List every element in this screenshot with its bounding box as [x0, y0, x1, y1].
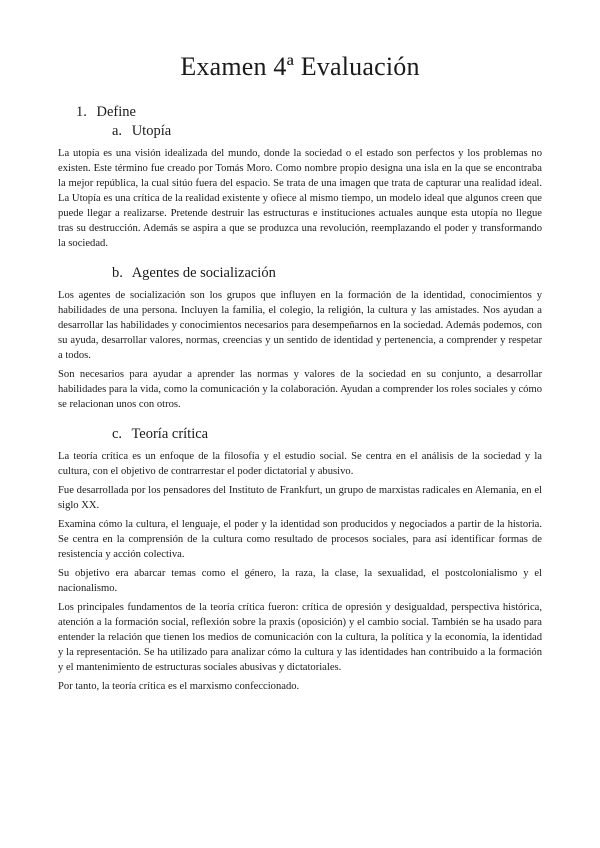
teoria-paragraph-5: Los principales fundamentos de la teoría crítica fueron: crítica de opresión y desigualdad, perspectiva histórica, atención a la formación social, reflexión sobre la praxis (oposición) y el cambio social. También se ha usado para entender la relación que tienen los medios de comunicación con la cultura, la política y la economía, la identidad y la representación. Se ha utilizado para analizar cómo la cultura y las identidades han contribuido a la formación y el mantenimiento de estructuras sociales abusivas y dictatoriales. [58, 602, 542, 673]
subsection-title: Utopía [131, 123, 172, 139]
agentes-paragraph-2: Son necesarios para ayudar a aprender las normas y valores de la sociedad en su conjunto, a desarrollar habilidades para la vida, como la comunicación y la colaboración. Ayudan a comprender los roles sociales y cómo se relacionan unos con otros. [58, 369, 542, 410]
utopia-paragraph-1: La utopía es una visión idealizada del mundo, donde la sociedad o el estado son perfectos y los problemas no existen. Este término fue creado por Tomás Moro. Como nombre propio designa una isla en la que se encontraba la mejor república, la cual sitúo fuera del espacio. Se trata de una imagen que trata de capturar una realidad ideal. La Utopía es una crítica de la realidad existente y ofiece al mismo tiempo, un modelo ideal que algunos creen que puede llegar a realizarse. Pretende destruir las estructuras e instituciones actuales aunque esta utopía no llegue tras su destrucción. Además se aspira a que se produzca una revolución, reemplazando el poder y transformando la sociedad. [58, 148, 542, 249]
teoria-paragraph-2: Fue desarrollada por los pensadores del Instituto de Frankfurt, un grupo de marxistas radicales en Alemania, en el siglo XX. [58, 485, 542, 511]
teoria-paragraph-6: Por tanto, la teoría crítica es el marxismo confeccionado. [58, 681, 300, 692]
subsection-heading-utopia [112, 123, 542, 140]
teoria-paragraph-4: Su objetivo era abarcar temas como el género, la raza, la clase, la sexualidad, el postcolonialismo y el nacionalismo. [58, 568, 542, 594]
subsection-title: Teoría crítica [131, 426, 209, 442]
subsection-title: Agentes de socialización [131, 265, 276, 281]
section-number: 1. [76, 104, 87, 120]
subsection-heading-agentes [112, 265, 542, 282]
subsection-heading-teoria [112, 426, 542, 443]
teoria-paragraph-3: Examina cómo la cultura, el lenguaje, el poder y la identidad son producidos y negociados a partir de la historia. Se centra en la comprensión de la cultura como resultado de procesos sociales, para así identificar formas de resistencia y acción colectiva. [58, 519, 542, 560]
agentes-paragraph-1: Los agentes de socialización son los grupos que influyen en la formación de la identidad, conocimientos y habilidades de una persona. Incluyen la familia, el colegio, la religión, la cultura y las amistades. Nos ayudan a desarrollar las habilidades y conocimientos necesarios para desempeñarnos en la sociedad. Además podemos, con su ayuda, desarrollar valores, normas, creencias y un sentido de identidad y pertenencia, a comprender y respetar a todos. [58, 290, 542, 361]
teoria-paragraph-1: La teoría crítica es un enfoque de la filosofía y el estudio social. Se centra en el análisis de la sociedad y la cultura, con el objetivo de contrarrestar el poder dictatorial y abusivo. [58, 451, 542, 477]
subsection-letter: c. [112, 426, 123, 442]
page-title: Examen 4ª Evaluación [180, 52, 420, 81]
subsection-letter: a. [112, 123, 123, 139]
section-label: Define [96, 104, 136, 120]
subsection-letter: b. [112, 265, 123, 281]
section-heading-define [76, 104, 542, 121]
